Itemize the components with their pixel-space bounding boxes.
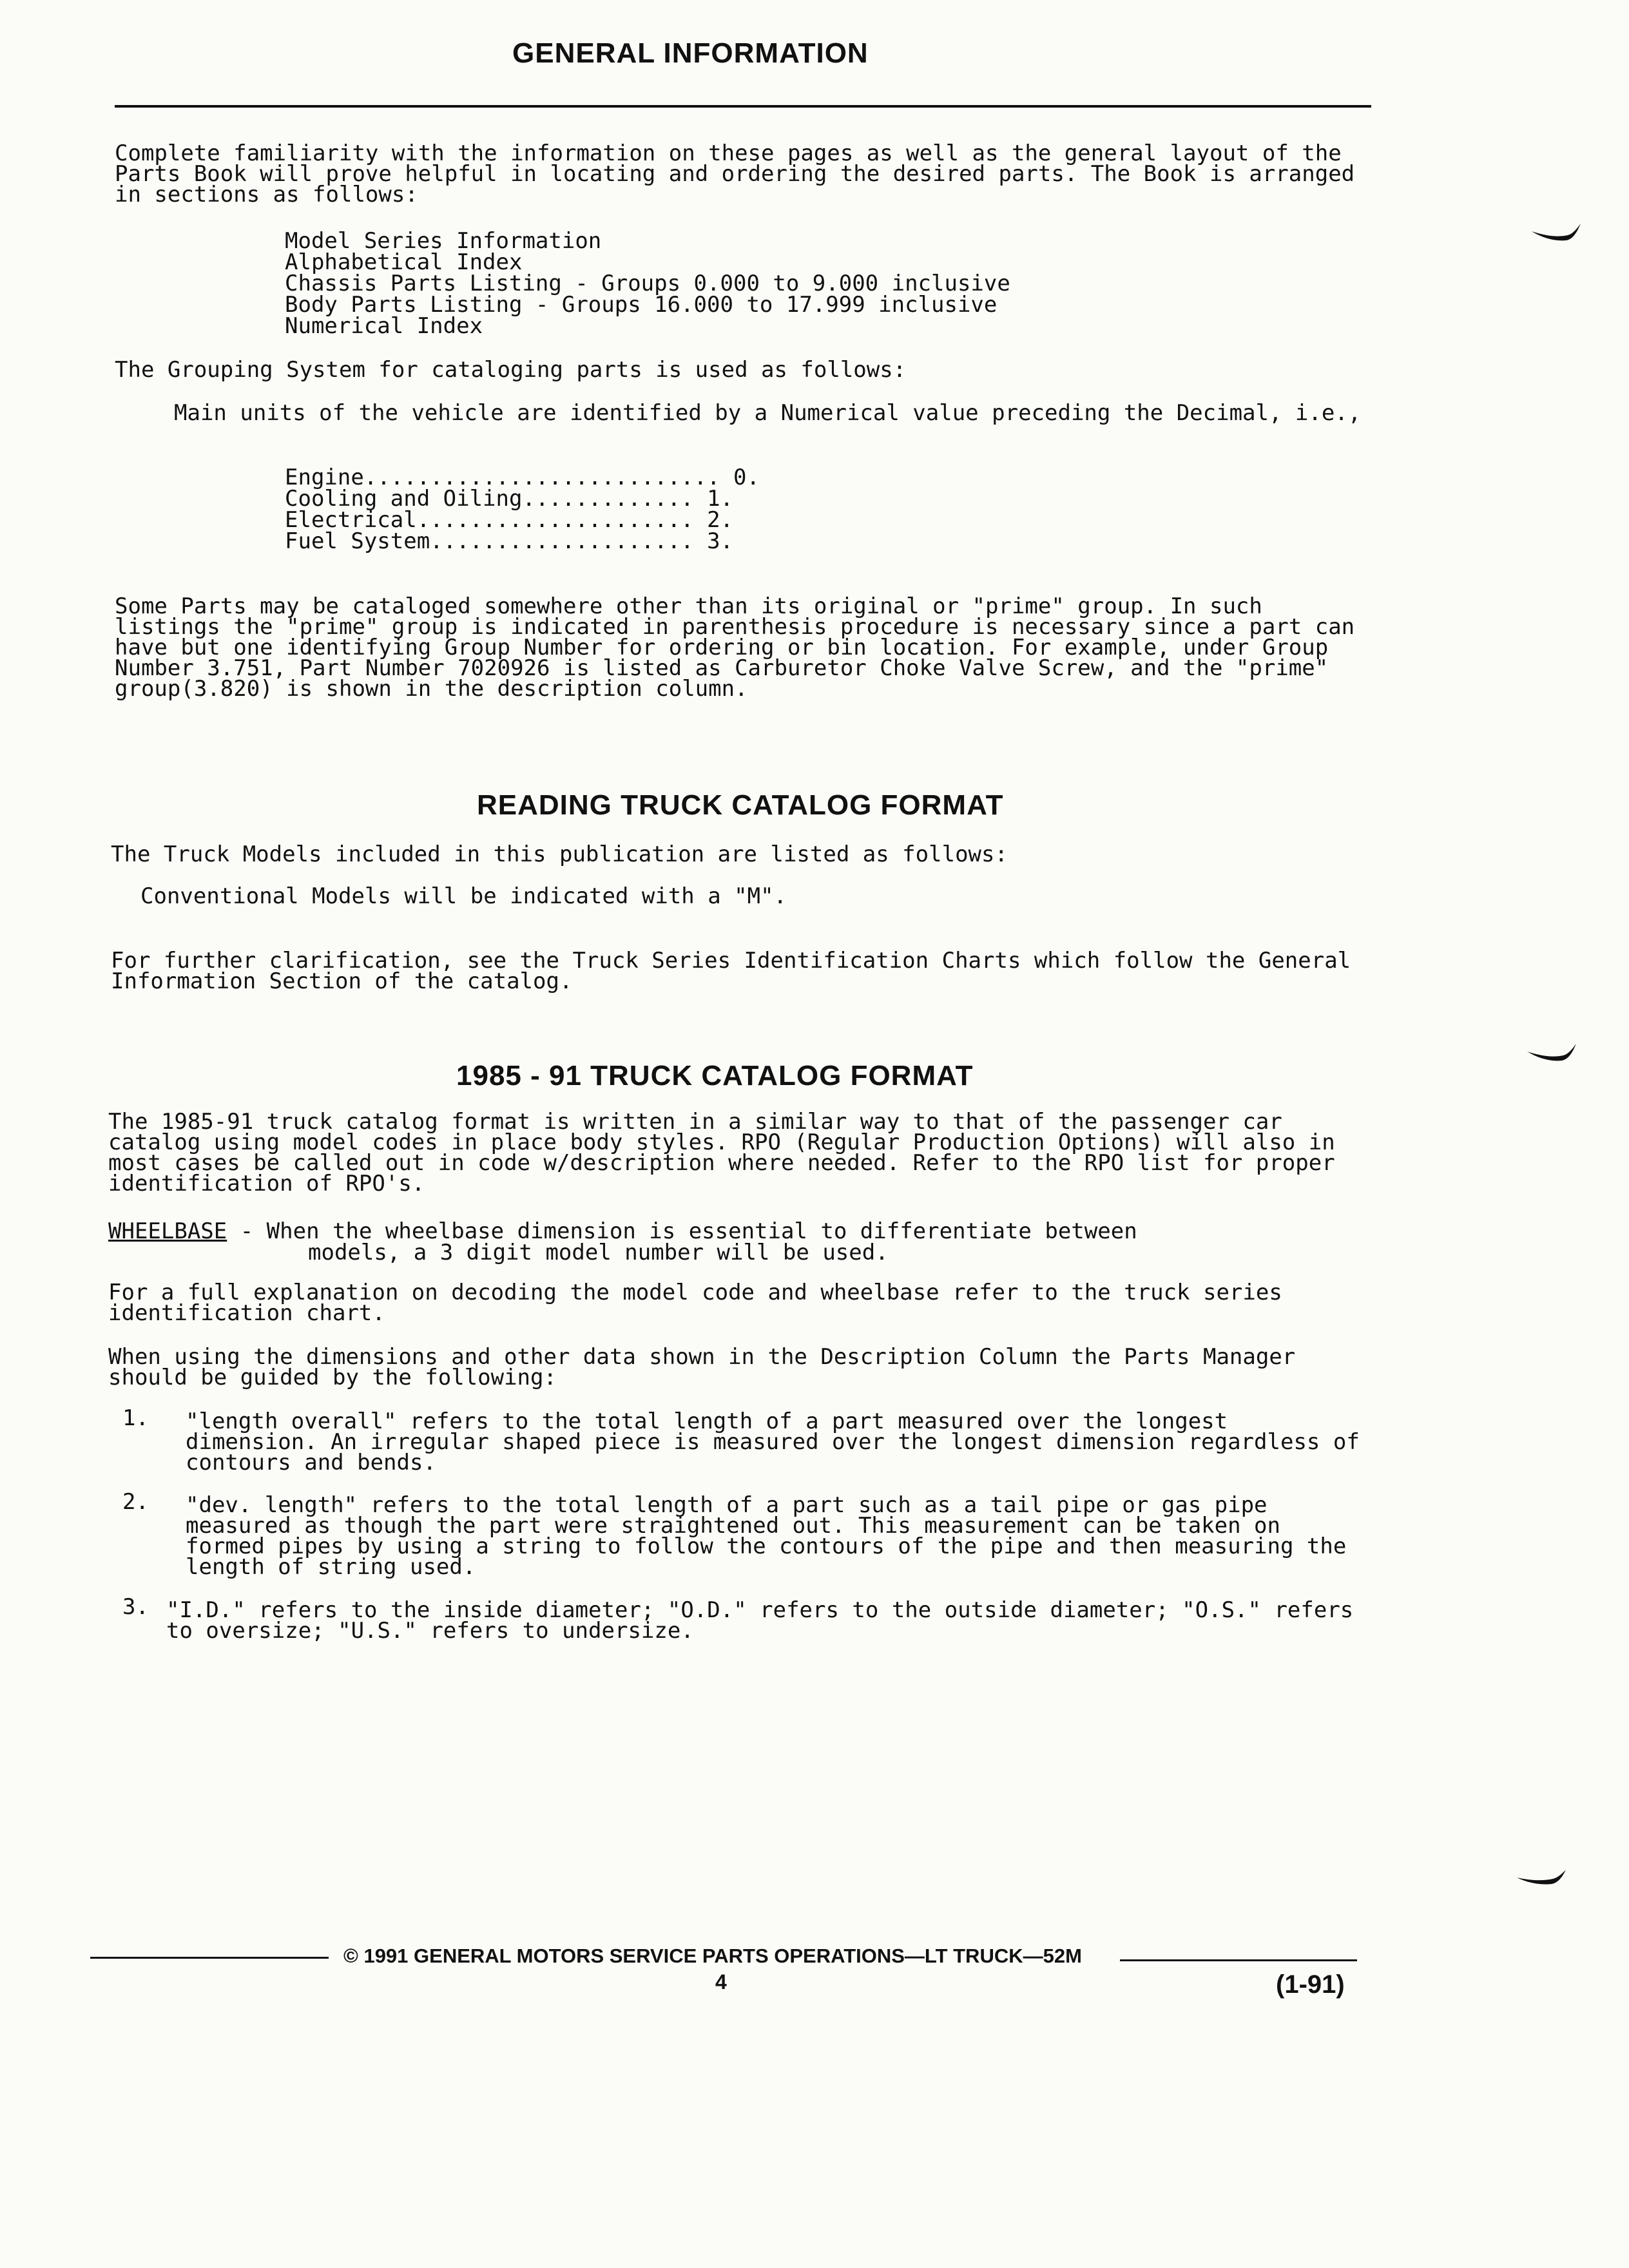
section-item: Chassis Parts Listing - Groups 0.000 to 9.000 inclusive: [285, 271, 1010, 296]
section-item: Alphabetical Index: [285, 249, 523, 275]
grouping-intro: The Grouping System for cataloging parts is used as follows:: [115, 357, 907, 383]
group-code-row: Engine........................... 0.: [285, 465, 760, 490]
wheelbase-label: WHEELBASE: [108, 1218, 227, 1244]
wheelbase-text-2: models, a 3 digit model number will be used.: [308, 1240, 889, 1265]
reading-format-heading: READING TRUCK CATALOG FORMAT: [477, 789, 1004, 821]
item-number: 2.: [122, 1489, 149, 1515]
page-title: GENERAL INFORMATION: [512, 37, 869, 69]
revision-code: (1-91): [1276, 1970, 1345, 1999]
conventional-models: Conventional Models will be indicated with a "M".: [140, 883, 787, 909]
prime-group-note: Some Parts may be cataloged somewhere other than its original or "prime" group. In such listings the "prime" group is indicated in parenthesis procedure is necessary since a part can have but one identifying Group Number for ordering or bin location. For example, under Group Number 3.751, Part Number 7020926 is listed as Carburetor Choke Valve Screw, and the "prime" group(3.820) is shown in the description column.: [115, 593, 1368, 702]
item-number: 1.: [122, 1405, 149, 1431]
sections-list: [285, 228, 1010, 339]
group-codes-list: [285, 467, 760, 552]
models-intro: The Truck Models included in this publication are listed as follows:: [111, 841, 1008, 867]
header-rule: [115, 105, 1371, 108]
item-number: 3.: [122, 1594, 149, 1620]
section-item: Numerical Index: [285, 313, 483, 339]
copyright-line: © 1991 GENERAL MOTORS SERVICE PARTS OPERATIONS—LT TRUCK—52M: [343, 1945, 1082, 1967]
dimension-item: "dev. length" refers to the total length of a part such as a tail pipe or gas pipe measured as though the part were straightened out. This measurement can be taken on formed pipes by using a string to follow the contours of the pipe and then measuring the length of string used.: [186, 1492, 1360, 1580]
binder-mark-icon: [1530, 222, 1582, 242]
group-code-row: Electrical..................... 2.: [285, 507, 734, 533]
dimension-item: "I.D." refers to the inside diameter; "O.D." refers to the outside diameter; "O.S." refers to oversize; "U.S." refers to undersize.: [166, 1597, 1367, 1644]
binder-mark-icon: [1526, 1043, 1577, 1062]
page-number: 4: [715, 1970, 727, 1994]
section-item: Model Series Information: [285, 228, 602, 254]
wheelbase-entry: WHEELBASE - When the wheelbase dimension is essential to differentiate between: [108, 1218, 1137, 1244]
binder-mark-icon: [1516, 1867, 1567, 1887]
dimension-item: "length overall" refers to the total length of a part measured over the longest dimension. An irregular shaped piece is measured over the longest dimension regardless of contours and bends.: [186, 1408, 1373, 1475]
main-units-text: Main units of the vehicle are identified by a Numerical value preceding the Decimal, i.e.,: [174, 400, 1362, 426]
footer-rule-left: [90, 1957, 329, 1959]
section-item: Body Parts Listing - Groups 16.000 to 17.999 inclusive: [285, 292, 998, 318]
intro-paragraph: Complete familiarity with the information on these pages as well as the general layout of the Parts Book will prove helpful in locating and ordering the desired parts. The Book is arranged in sections as follows:: [115, 140, 1368, 207]
dimensions-intro: When using the dimensions and other data shown in the Description Column the Parts Manager should be guided by the following:: [108, 1344, 1309, 1390]
group-code-row: Fuel System.................... 3.: [285, 528, 734, 554]
footer-rule-right: [1120, 1959, 1357, 1961]
wheelbase-text: When the wheelbase dimension is essential to differentiate between: [266, 1218, 1137, 1244]
group-code-row: Cooling and Oiling............. 1.: [285, 486, 734, 512]
decoding-text: For a full explanation on decoding the model code and wheelbase refer to the truck series identification chart.: [108, 1280, 1296, 1326]
clarification-text: For further clarification, see the Truck Series Identification Charts which follow the General Information Section of the catalog.: [111, 948, 1364, 994]
format-1985-intro: The 1985-91 truck catalog format is written in a similar way to that of the passenger car catalog using model codes in place body styles. RPO (Regular Production Options) will also in most cases be called out in code w/description where needed. Refer to the RPO list for proper identification of RPO's.: [108, 1109, 1349, 1196]
format-1985-heading: 1985 - 91 TRUCK CATALOG FORMAT: [456, 1060, 974, 1091]
